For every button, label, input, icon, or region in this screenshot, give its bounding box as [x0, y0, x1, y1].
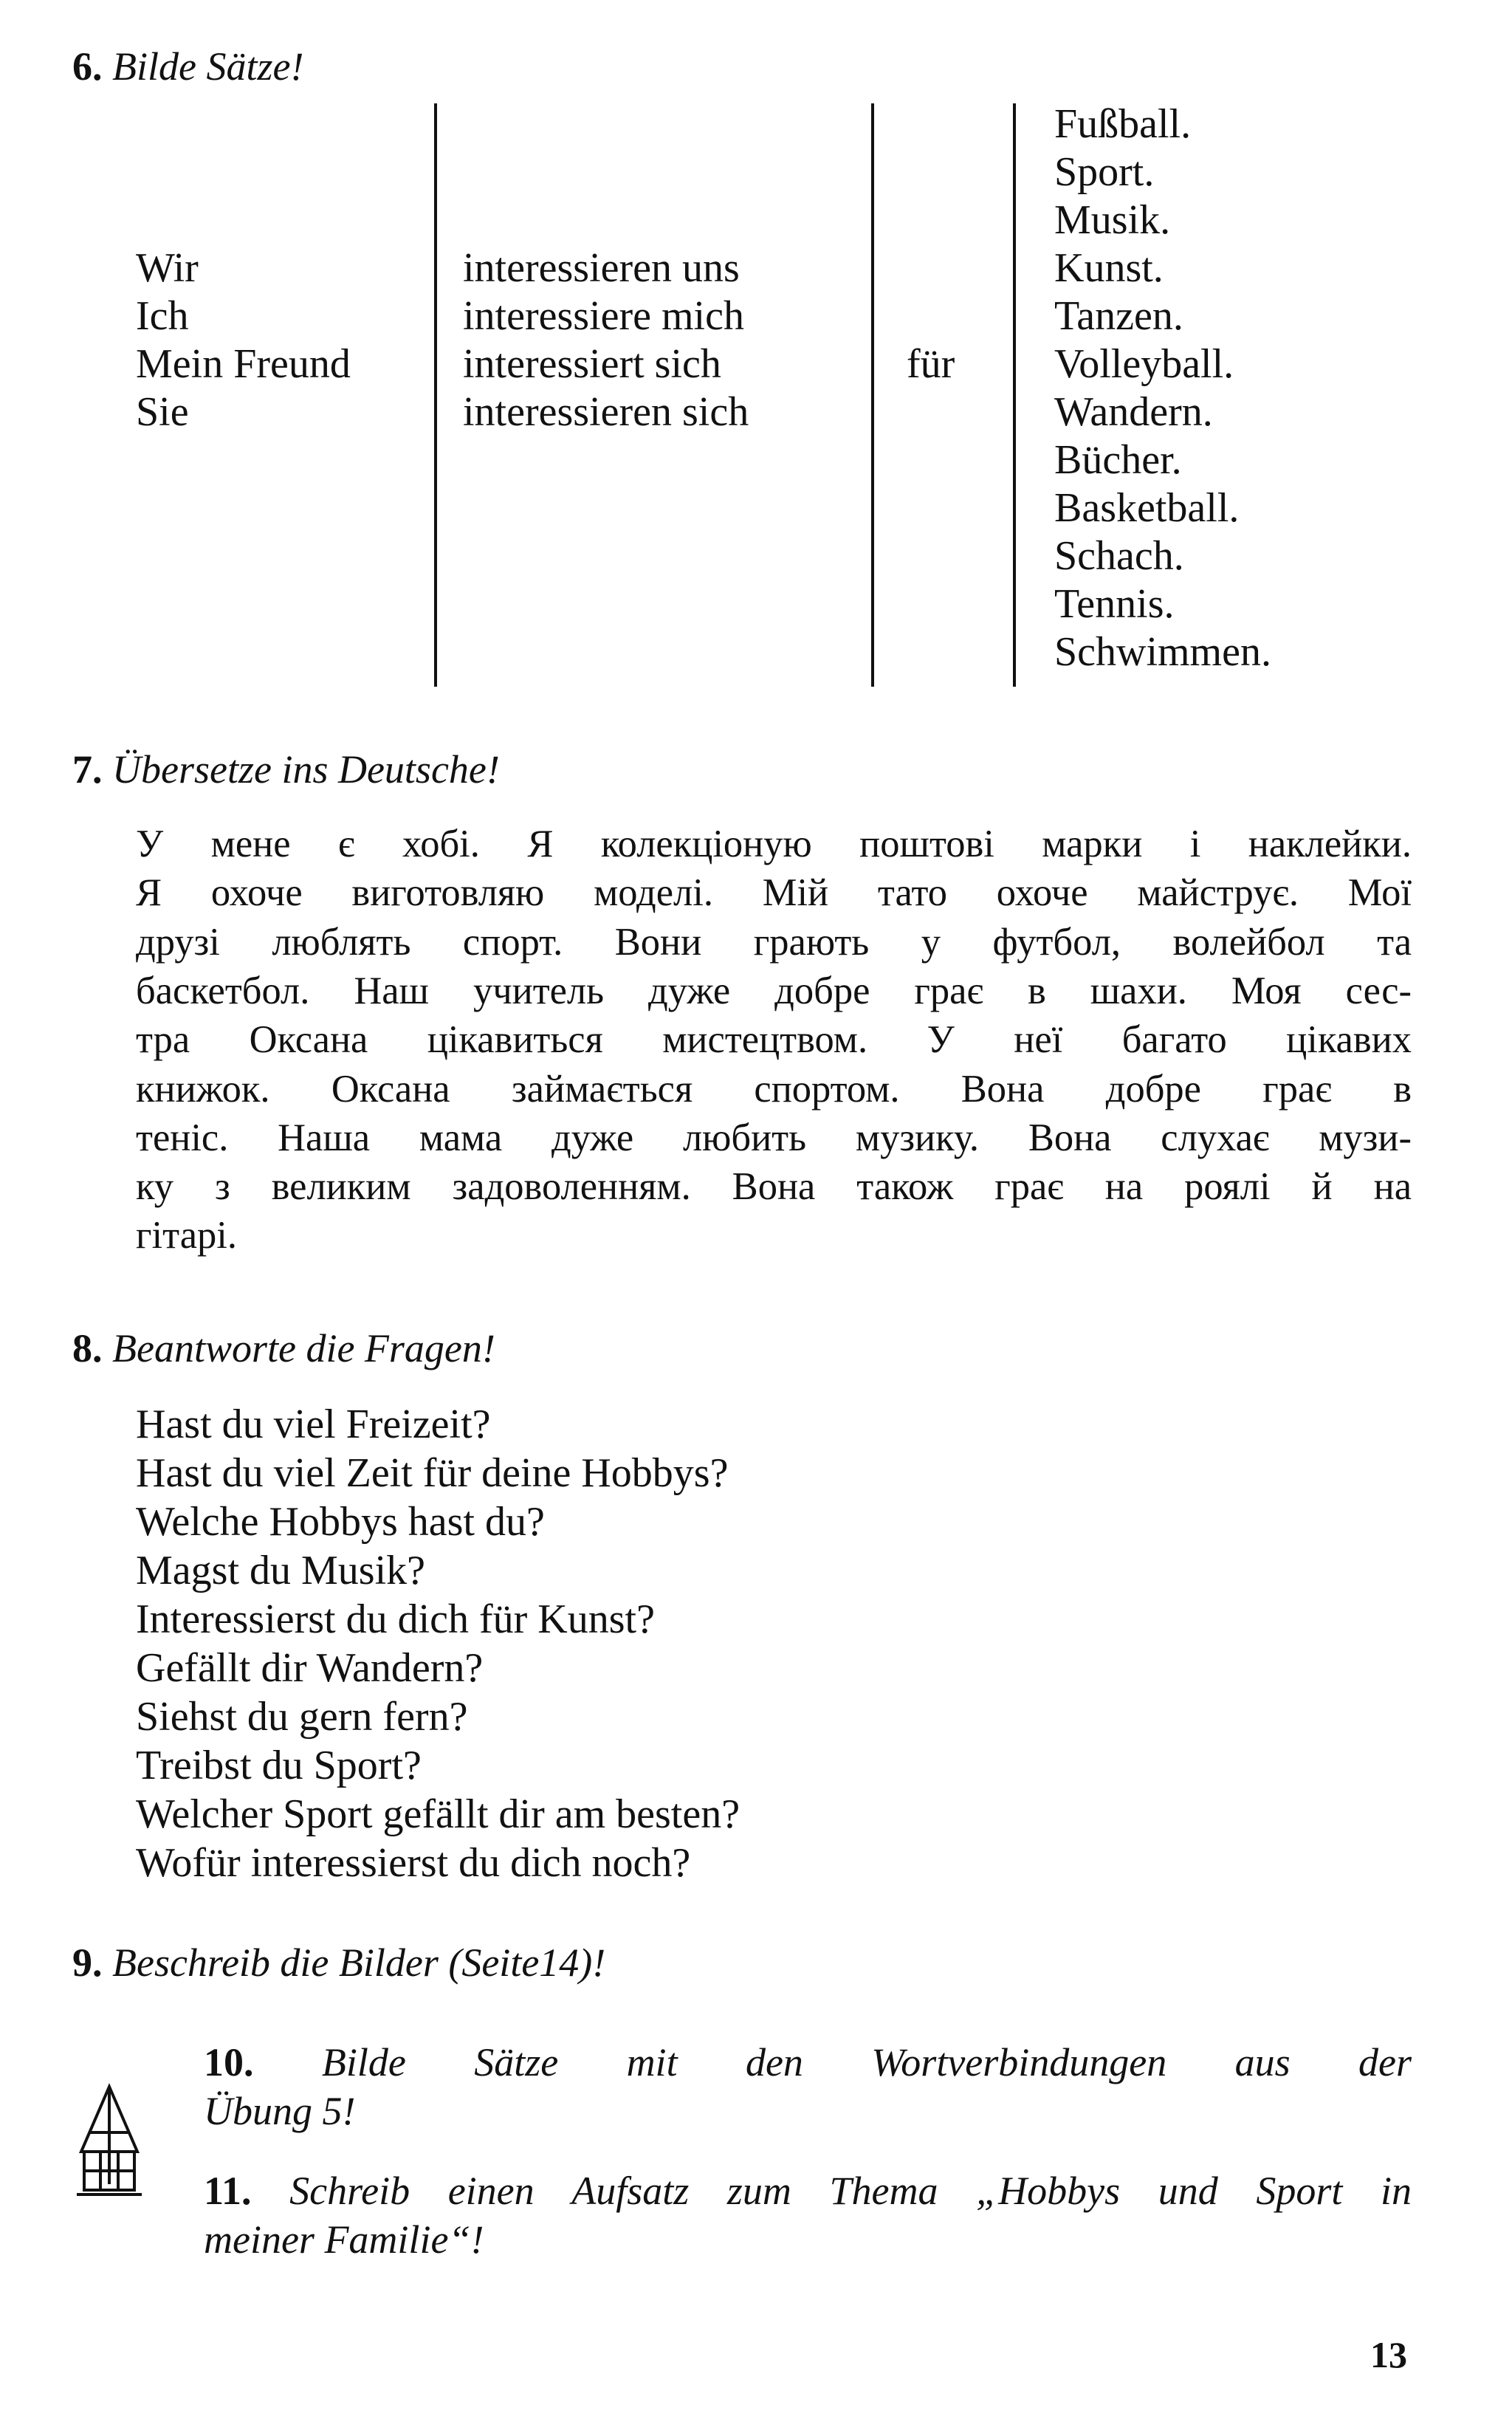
house-icon: [74, 2081, 145, 2199]
ex6-title: Bilde Sätze!: [112, 44, 304, 89]
ex7-text-line: ку з великим задоволенням. Вона також грає на роялі й на: [136, 1165, 1412, 1208]
ex6-number: 6.: [72, 44, 103, 89]
verb-cell: interessieren sich: [463, 389, 749, 435]
question-line: Interessierst du dich für Kunst?: [136, 1596, 655, 1642]
subject-cell: Sie: [136, 389, 189, 435]
object-cell: Volleyball.: [1054, 341, 1234, 387]
table-divider-3: [1013, 103, 1016, 687]
page-number: 13: [1370, 2334, 1407, 2375]
ex9-heading: [72, 1939, 605, 1986]
ex10-number: 10.: [204, 2040, 254, 2084]
table-divider-2: [871, 103, 874, 687]
question-line: Welche Hobbys hast du?: [136, 1499, 545, 1545]
verb-cell: interessieren uns: [463, 245, 740, 291]
ex9-number: 9.: [72, 1940, 103, 1985]
object-cell: Basketball.: [1054, 485, 1240, 531]
ex8-heading: [72, 1325, 495, 1372]
ex7-heading: [72, 746, 500, 793]
ex7-text-line: баскетбол. Наш учитель дуже добре грає в шахи. Моя сес-: [136, 970, 1412, 1012]
ex10-line2: Übung 5!: [204, 2089, 356, 2133]
ex7-title: Übersetze ins Deutsche!: [112, 747, 500, 792]
ex11-number: 11.: [204, 2169, 252, 2213]
question-line: Siehst du gern fern?: [136, 1694, 468, 1740]
question-line: Welcher Sport gefällt dir am besten?: [136, 1791, 740, 1837]
subject-cell: Ich: [136, 293, 189, 339]
question-line: Hast du viel Freizeit?: [136, 1401, 491, 1447]
ex10-line1: [204, 2039, 1412, 2085]
question-line: Gefällt dir Wandern?: [136, 1645, 484, 1691]
question-line: Wofür interessierst du dich noch?: [136, 1840, 691, 1886]
subject-cell: Wir: [136, 245, 199, 291]
ex7-text-line: теніс. Наша мама дуже любить музику. Вона слухає музи-: [136, 1116, 1412, 1159]
ex9-title: Beschreib die Bilder (Seite14)!: [112, 1940, 606, 1985]
object-cell: Musik.: [1054, 197, 1171, 243]
question-line: Treibst du Sport?: [136, 1743, 422, 1788]
object-cell: Sport.: [1054, 149, 1155, 195]
object-cell: Wandern.: [1054, 389, 1213, 435]
subject-cell: Mein Freund: [136, 341, 351, 387]
ex7-text-line: друзі люблять спорт. Вони грають у футбол, волейбол та: [136, 921, 1412, 964]
ex8-title: Beantworte die Fragen!: [112, 1326, 495, 1370]
preposition-cell: für: [907, 341, 955, 387]
ex7-text-line: Я охоче виготовляю моделі. Мій тато охоче майструє. Мої: [136, 871, 1412, 914]
object-cell: Tanzen.: [1054, 293, 1183, 339]
object-cell: Bücher.: [1054, 437, 1182, 483]
ex6-heading: [72, 43, 303, 90]
ex7-text-line: У мене є хобі. Я колекціоную поштові марки і наклейки.: [136, 823, 1412, 865]
ex11-line2: meiner Familie“!: [204, 2217, 484, 2262]
question-line: Hast du viel Zeit für deine Hobbys?: [136, 1450, 729, 1496]
verb-cell: interessiert sich: [463, 341, 721, 387]
question-line: Magst du Musik?: [136, 1548, 425, 1593]
ex8-number: 8.: [72, 1326, 103, 1370]
verb-cell: interessiere mich: [463, 293, 744, 339]
ex7-text-line: тра Оксана цікавиться мистецтвом. У неї багато цікавих: [136, 1018, 1412, 1061]
object-cell: Schach.: [1054, 533, 1184, 579]
object-cell: Fußball.: [1054, 101, 1192, 147]
object-cell: Kunst.: [1054, 245, 1164, 291]
ex7-text-line: книжок. Оксана займається спортом. Вона добре грає в: [136, 1068, 1412, 1111]
object-cell: Schwimmen.: [1054, 629, 1271, 675]
ex7-text-line: гітарі.: [136, 1214, 237, 1257]
ex10-text: Bilde Sätze mit den Wortverbindungen aus der: [321, 2040, 1412, 2084]
object-cell: Tennis.: [1054, 581, 1175, 627]
ex11-text: Schreib einen Aufsatz zum Thema „Hobbys und Sport in: [289, 2169, 1412, 2213]
ex7-number: 7.: [72, 747, 103, 792]
ex11-line1: [204, 2168, 1412, 2214]
table-divider-1: [434, 103, 437, 687]
